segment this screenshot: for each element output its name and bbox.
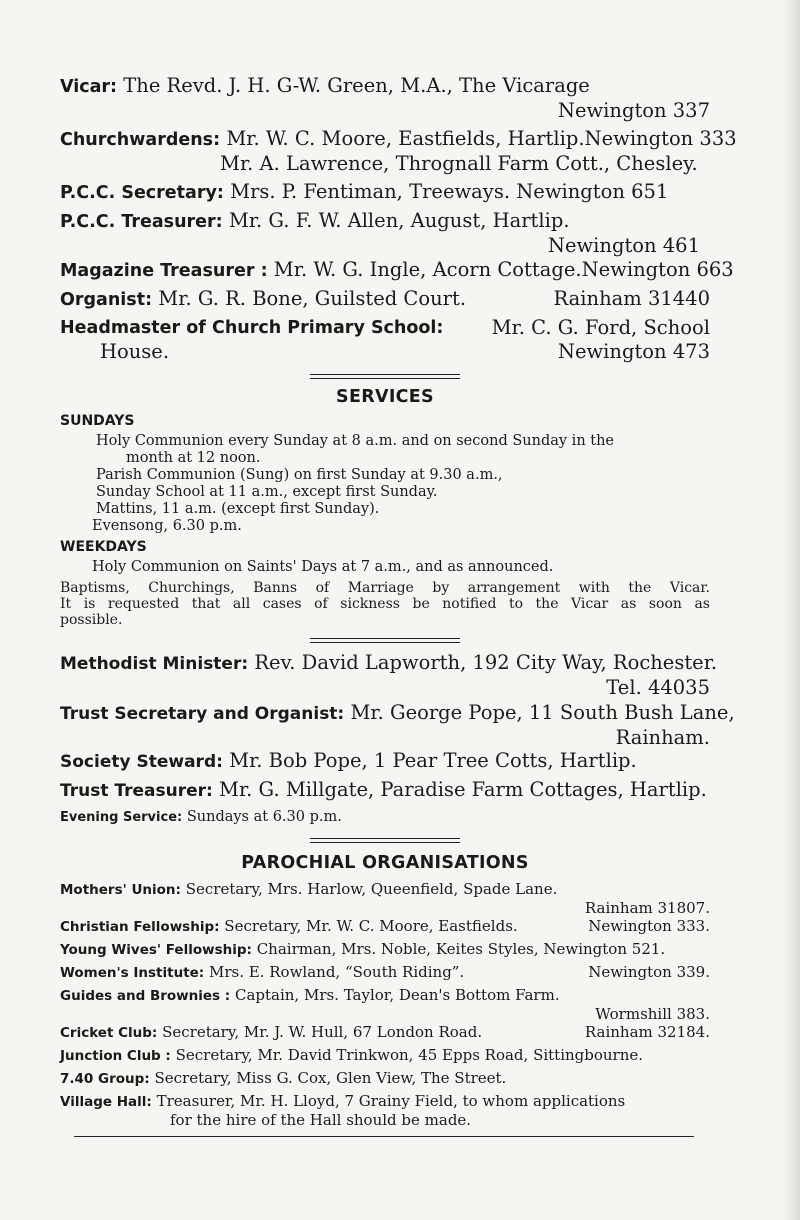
young-wives-line	[60, 939, 710, 960]
minister-phone: Tel. 44035	[606, 676, 710, 699]
womens-institute-line	[60, 962, 710, 983]
trust-treasurer-line	[60, 778, 710, 803]
evening-service-line	[60, 807, 710, 828]
pcc-treasurer-line	[60, 209, 710, 234]
pcc-treasurer-label: P.C.C. Treasurer:	[60, 212, 223, 232]
notice-line-2: It is requested that all cases of sickness be notified to the Vicar as soon as	[60, 596, 710, 612]
mothers-phone: Rainham 31807.	[584, 899, 710, 917]
group-label: 7.40 Group:	[60, 1071, 150, 1087]
organist-phone: Rainham 31440	[553, 287, 710, 310]
notice-line-3: possible.	[60, 612, 123, 628]
guides-text: Captain, Mrs. Taylor, Dean's Bottom Farm.	[234, 986, 560, 1004]
pcc-secretary-line	[60, 180, 710, 205]
parish-directory	[60, 74, 737, 1137]
young-text: Chairman, Mrs. Noble, Keites Styles, Newington 521.	[256, 940, 666, 958]
trust-treasurer-label: Trust Treasurer:	[60, 781, 213, 801]
christian-label: Christian Fellowship:	[60, 919, 220, 935]
young-label: Young Wives' Fellowship:	[60, 942, 252, 958]
group-line	[60, 1068, 710, 1089]
organisations-title: PAROCHIAL ORGANISATIONS	[241, 853, 529, 873]
weekday-service-1: Holy Communion on Saints' Days at 7 a.m., and as announced.	[92, 559, 554, 575]
pcc-treasurer-phone: Newington 461	[547, 234, 700, 257]
junction-club-line	[60, 1045, 710, 1066]
cricket-phone: Rainham 32184.	[584, 1023, 710, 1041]
magazine-phone: Newington 663	[581, 258, 734, 281]
cricket-club-line	[60, 1022, 710, 1043]
christian-fellowship-line	[60, 916, 710, 937]
bottom-rule	[74, 1136, 694, 1137]
hall-label: Village Hall:	[60, 1094, 152, 1110]
magazine-line	[60, 258, 734, 283]
steward-text: Mr. Bob Pope, 1 Pear Tree Cotts, Hartlip.	[229, 749, 637, 772]
cricket-label: Cricket Club:	[60, 1025, 158, 1041]
magazine-label: Magazine Treasurer :	[60, 261, 268, 281]
notice-line-1: Baptisms, Churchings, Banns of Marriage by arrangement with the Vicar.	[60, 580, 710, 596]
minister-text: Rev. David Lapworth, 192 City Way, Rochester.	[254, 651, 718, 674]
vicar-label: Vicar:	[60, 77, 118, 97]
mothers-union-line	[60, 879, 710, 900]
weekdays-heading: WEEKDAYS	[60, 539, 147, 555]
trust-secretary-text: Mr. George Pope, 11 South Bush Lane,	[350, 701, 735, 724]
pcc-treasurer-text: Mr. G. F. W. Allen, August, Hartlip.	[228, 209, 570, 232]
hall-text: Treasurer, Mr. H. Lloyd, 7 Grainy Field, to whom applications	[156, 1092, 626, 1110]
minister-label: Methodist Minister:	[60, 654, 249, 674]
christian-text: Secretary, Mr. W. C. Moore, Eastfields.	[224, 917, 518, 935]
junction-text: Secretary, Mr. David Trinkwon, 45 Epps Road, Sittingbourne.	[175, 1046, 644, 1064]
vicar-phone: Newington 337	[557, 99, 710, 122]
junction-label: Junction Club :	[60, 1048, 171, 1064]
churchwardens-line	[60, 127, 737, 152]
sunday-service-1a: Holy Communion every Sunday at 8 a.m. and on second Sunday in the	[96, 433, 615, 449]
steward-label: Society Steward:	[60, 752, 223, 772]
trust-secretary-line	[60, 701, 735, 726]
divider	[310, 838, 460, 843]
village-hall-line	[60, 1091, 710, 1112]
organist-label: Organist:	[60, 290, 153, 310]
sunday-service-4: Mattins, 11 a.m. (except first Sunday).	[96, 501, 380, 517]
evening-text: Sundays at 6.30 p.m.	[186, 809, 342, 825]
services-title: SERVICES	[336, 387, 434, 407]
evening-label: Evening Service:	[60, 810, 183, 825]
organist-line	[60, 287, 710, 312]
vicar-line	[60, 74, 710, 99]
mothers-label: Mothers' Union:	[60, 882, 181, 898]
trust-treasurer-text: Mr. G. Millgate, Paradise Farm Cottages, Hartlip.	[219, 778, 707, 801]
methodist-minister-line	[60, 651, 718, 676]
womens-text: Mrs. E. Rowland, “South Riding”.	[209, 963, 465, 981]
sunday-service-3: Sunday School at 11 a.m., except first Sunday.	[96, 484, 438, 500]
headmaster-label: Headmaster of Church Primary School:	[60, 318, 444, 338]
sunday-service-1b: month at 12 noon.	[126, 450, 261, 466]
vicar-text: The Revd. J. H. G-W. Green, M.A., The Vicarage	[123, 74, 590, 97]
churchwarden-2: Mr. A. Lawrence, Thrognall Farm Cott., Chesley.	[220, 152, 698, 175]
mothers-text: Secretary, Mrs. Harlow, Queenfield, Spade Lane.	[185, 880, 558, 898]
magazine-text: Mr. W. G. Ingle, Acorn Cottage.	[273, 258, 582, 281]
hall-text-2: for the hire of the Hall should be made.	[170, 1111, 472, 1129]
christian-phone: Newington 333.	[588, 917, 710, 935]
womens-label: Women's Institute:	[60, 965, 205, 981]
pcc-secretary-label: P.C.C. Secretary:	[60, 183, 224, 203]
churchwardens-label: Churchwardens:	[60, 130, 221, 150]
guides-phone: Wormshill 383.	[595, 1005, 710, 1023]
headmaster-text-2: House.	[100, 340, 170, 363]
group-text: Secretary, Miss G. Cox, Glen View, The Street.	[154, 1069, 507, 1087]
headmaster-line-2	[60, 340, 710, 364]
trust-secretary-label: Trust Secretary and Organist:	[60, 704, 345, 724]
page-edge-shadow	[782, 0, 800, 1220]
headmaster-line	[60, 316, 710, 340]
services-notice	[60, 580, 710, 628]
guides-label: Guides and Brownies :	[60, 988, 231, 1004]
divider	[310, 638, 460, 643]
trust-secretary-text-2: Rainham.	[615, 726, 710, 749]
churchwarden-1: Mr. W. C. Moore, Eastfields, Hartlip.	[226, 127, 585, 150]
society-steward-line	[60, 749, 710, 774]
cricket-text: Secretary, Mr. J. W. Hull, 67 London Road.	[162, 1023, 483, 1041]
divider	[310, 374, 460, 379]
sunday-service-2: Parish Communion (Sung) on first Sunday at 9.30 a.m.,	[96, 467, 503, 483]
sunday-service-5: Evensong, 6.30 p.m.	[92, 518, 242, 534]
headmaster-text: Mr. C. G. Ford, School	[491, 316, 710, 339]
guides-line	[60, 985, 710, 1006]
organist-text: Mr. G. R. Bone, Guilsted Court.	[158, 287, 467, 310]
sundays-heading: SUNDAYS	[60, 413, 135, 429]
churchwarden-1-phone: Newington 333	[584, 127, 737, 150]
pcc-secretary-text: Mrs. P. Fentiman, Treeways. Newington 651	[230, 180, 669, 203]
headmaster-phone: Newington 473	[557, 340, 710, 363]
womens-phone: Newington 339.	[588, 963, 710, 981]
